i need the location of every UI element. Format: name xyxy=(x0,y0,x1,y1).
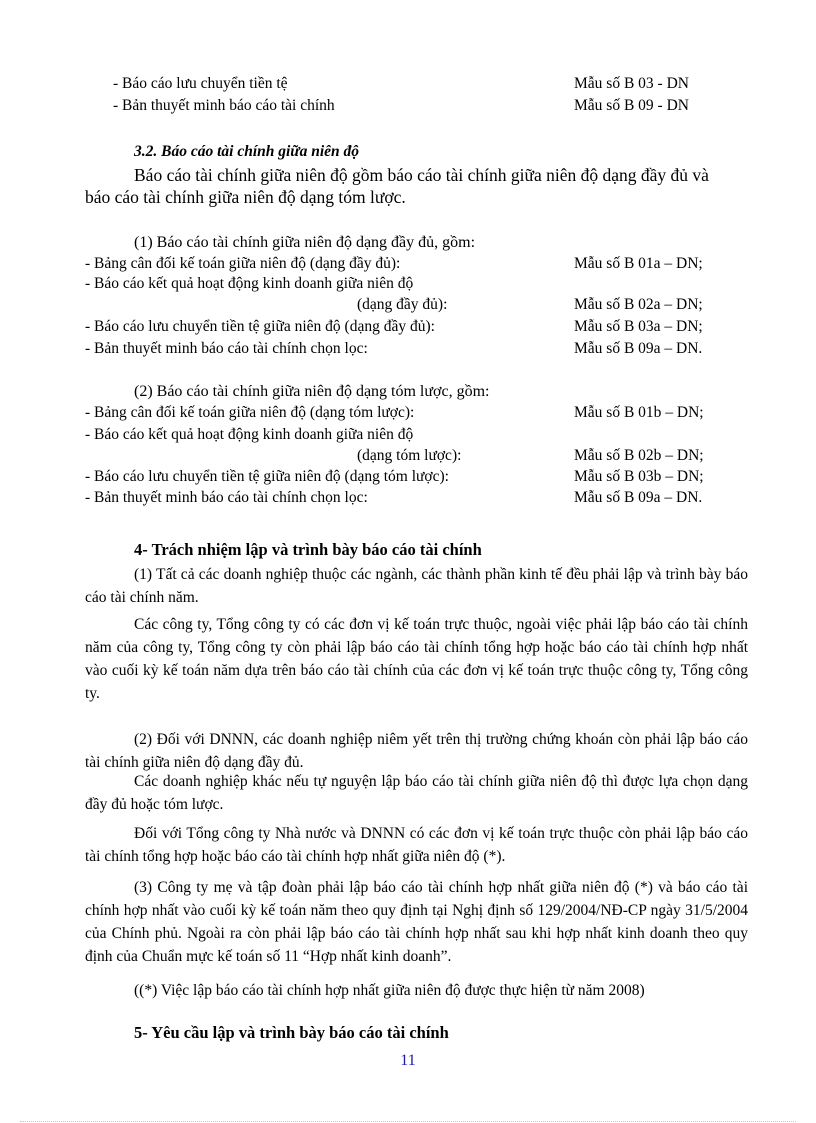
form-number: Mẫu số B 09a – DN. xyxy=(574,340,703,357)
page-border-divider xyxy=(20,1121,796,1122)
form-number: Mẫu số B 02b – DN; xyxy=(574,447,704,464)
form-number: Mẫu số B 03a – DN; xyxy=(574,318,703,335)
section-4-paragraph: Các công ty, Tổng công ty có các đơn vị kế toán trực thuộc, ngoài việc phải lập báo cáo tài chính năm của công ty, Tổng công ty còn phải lập báo cáo tài chính tổng hợp hoặc báo cáo tài chính hợp nhất vào cuối kỳ kế toán năm dựa trên báo cáo tài chính của các đơn vị kế toán trực thuộc công ty, Tổng công ty. xyxy=(85,616,748,702)
full-form-title: (1) Báo cáo tài chính giữa niên độ dạng đầy đủ, gồm: xyxy=(134,234,476,251)
form-number: Mẫu số B 09a – DN. xyxy=(574,489,703,506)
form-number: Mẫu số B 03 - DN xyxy=(574,75,689,92)
summary-form-title: (2) Báo cáo tài chính giữa niên độ dạng tóm lược, gồm: xyxy=(134,383,490,400)
section-4-title: 4- Trách nhiệm lập và trình bày báo cáo tài chính xyxy=(134,540,482,559)
list-item: - Bảng cân đối kế toán giữa niên độ (dạng đầy đủ): xyxy=(85,255,401,272)
list-item: - Bản thuyết minh báo cáo tài chính xyxy=(113,97,335,114)
section-3-2-title: 3.2. Báo cáo tài chính giữa niên độ xyxy=(134,143,360,160)
list-item: - Báo cáo lưu chuyển tiền tệ giữa niên độ (dạng đầy đủ): xyxy=(85,318,435,335)
section-4-paragraph: Đối với Tổng công ty Nhà nước và DNNN có các đơn vị kế toán trực thuộc còn phải lập báo cáo tài chính tổng hợp hoặc báo cáo tài chính hợp nhất giữa niên độ (*). xyxy=(85,825,748,865)
form-number: Mẫu số B 03b – DN; xyxy=(574,468,704,485)
section-4-paragraph: (1) Tất cả các doanh nghiệp thuộc các ngành, các thành phần kinh tế đều phải lập và trình bày báo cáo tài chính năm. xyxy=(85,566,748,606)
list-item: - Báo cáo lưu chuyển tiền tệ giữa niên độ (dạng tóm lược): xyxy=(85,468,449,485)
list-item-continuation: (dạng đầy đủ): xyxy=(357,296,448,313)
section-4-footnote: ((*) Việc lập báo cáo tài chính hợp nhất giữa niên độ được thực hiện từ năm 2008) xyxy=(134,982,645,999)
form-number: Mẫu số B 09 - DN xyxy=(574,97,689,114)
list-item: - Bản thuyết minh báo cáo tài chính chọn lọc: xyxy=(85,489,368,506)
list-item: - Báo cáo kết quả hoạt động kinh doanh giữa niên độ xyxy=(85,426,414,443)
list-item: - Bảng cân đối kế toán giữa niên độ (dạng tóm lược): xyxy=(85,404,415,421)
form-number: Mẫu số B 02a – DN; xyxy=(574,296,703,313)
section-4-paragraph: (2) Đối với DNNN, các doanh nghiệp niêm yết trên thị trường chứng khoán còn phải lập báo cáo tài chính giữa niên độ dạng đầy đủ. xyxy=(85,731,748,771)
list-item: - Báo cáo kết quả hoạt động kinh doanh giữa niên độ xyxy=(85,275,414,292)
list-item-continuation: (dạng tóm lược): xyxy=(357,447,462,464)
section-3-2-intro-line2: báo cáo tài chính giữa niên độ dạng tóm lược. xyxy=(85,187,406,207)
form-number: Mẫu số B 01b – DN; xyxy=(574,404,704,421)
form-number: Mẫu số B 01a – DN; xyxy=(574,255,703,272)
section-4-paragraph: (3) Công ty mẹ và tập đoàn phải lập báo cáo tài chính hợp nhất giữa niên độ (*) và báo cáo tài chính hợp nhất vào cuối kỳ kế toán năm theo quy định tại Nghị định số 129/2004/NĐ-CP ngày 31/5/2004 của Chính phủ. Ngoài ra còn phải lập báo cáo tài chính hợp nhất sau khi hợp nhất kinh doanh theo quy định của Chuẩn mực kế toán số 11 “Hợp nhất kinh doanh”. xyxy=(85,879,748,965)
page-number: 11 xyxy=(400,1052,416,1069)
section-3-2-intro-line1: Báo cáo tài chính giữa niên độ gồm báo cáo tài chính giữa niên độ dạng đầy đủ và xyxy=(134,165,709,185)
list-item: - Bản thuyết minh báo cáo tài chính chọn lọc: xyxy=(85,340,368,357)
section-4-paragraph: Các doanh nghiệp khác nếu tự nguyện lập báo cáo tài chính giữa niên độ thì được lựa chọn dạng đầy đủ hoặc tóm lược. xyxy=(85,773,748,813)
list-item: - Báo cáo lưu chuyển tiền tệ xyxy=(113,75,288,92)
section-5-title: 5- Yêu cầu lập và trình bày báo cáo tài chính xyxy=(134,1023,449,1042)
